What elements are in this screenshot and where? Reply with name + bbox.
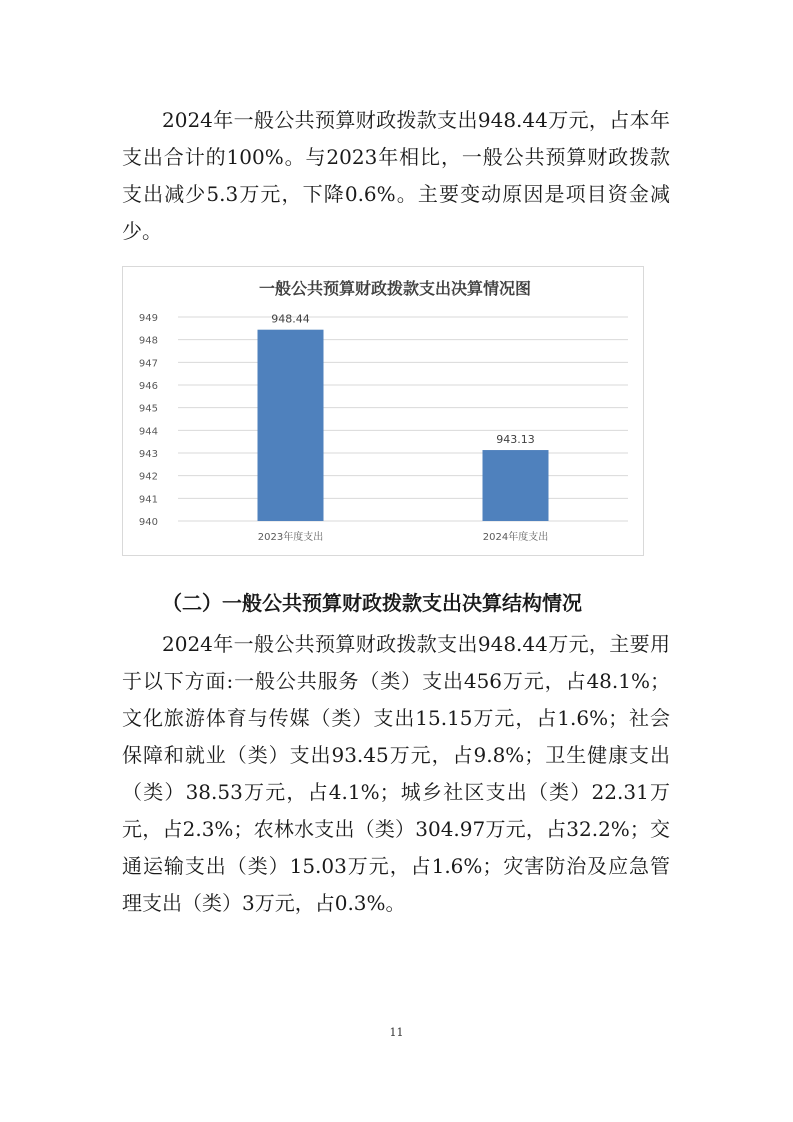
y-tick-label-947: 947 <box>138 358 158 370</box>
data-label-1: 948.44 <box>271 312 310 326</box>
chart-bars <box>258 313 549 521</box>
y-tick-label-944: 944 <box>138 426 158 438</box>
y-tick-label-940: 940 <box>138 517 158 528</box>
x-tick-label-1: 2023年度支出 <box>257 532 324 543</box>
y-tick-label-948: 948 <box>138 335 158 347</box>
data-label-2: 943.13 <box>496 433 535 447</box>
y-tick-label-946: 946 <box>138 381 158 392</box>
chart-title: 一般公共预算财政拨款支出决算情况图 <box>258 279 532 298</box>
y-tick-label-949: 949 <box>138 313 158 324</box>
expenditure-bar-chart <box>122 266 644 556</box>
y-tick-label-941: 941 <box>138 494 158 506</box>
chart-svg <box>123 267 643 555</box>
y-tick-label-945: 945 <box>138 403 158 415</box>
chart-y-axis <box>139 313 158 528</box>
y-tick-label-942: 942 <box>138 471 158 483</box>
x-tick-label-2: 2024年度支出 <box>482 532 549 543</box>
intro-paragraph: 2024年一般公共预算财政拨款支出948.44万元，占本年支出合计的100%。与2023年相比，一般公共预算财政拨款支出减少5.3万元，下降0.6%。主要变动原因是项目资金减少。 <box>122 108 670 243</box>
y-tick-label-943: 943 <box>138 449 158 460</box>
bar-2 <box>483 450 549 521</box>
structure-paragraph: 2024年一般公共预算财政拨款支出948.44万元，主要用于以下方面:一般公共服务（类）支出456万元，占48.1%；文化旅游体育与传媒（类）支出15.15万元，占1.6%；社会保障和就业（类）支出93.45万元，占9.8%；卫生健康支出（类）38.53万元，占4.1%；城乡社区支出（类）22.31万元，占2.3%；农林水支出（类）304.97万元，占32.2%；交通运输支出（类）15.03万元，占1.6%；灾害防治及应急管理支出（类）3万元，占0.3%。 <box>122 632 670 915</box>
bar-1 <box>258 330 324 521</box>
chart-gridlines <box>178 317 628 521</box>
chart-x-axis <box>258 530 548 543</box>
page-number: 11 <box>389 1026 404 1039</box>
section-heading: （二）一般公共预算财政拨款支出决算结构情况 <box>162 591 582 615</box>
